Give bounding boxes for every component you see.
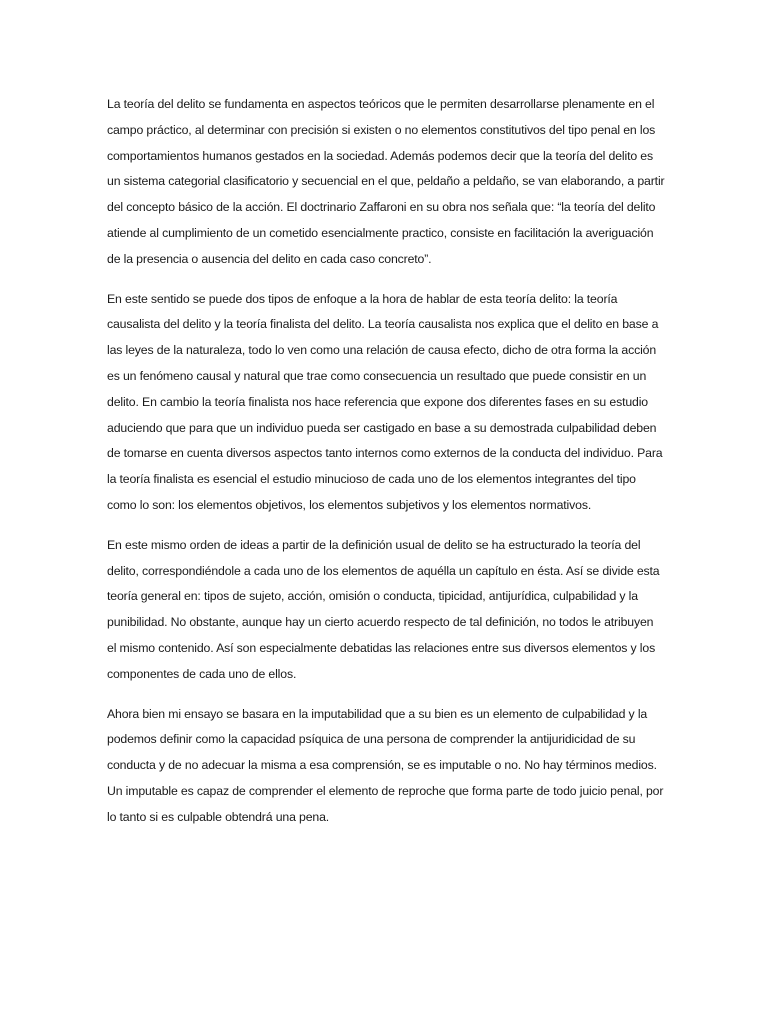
- document-body: [107, 92, 665, 845]
- paragraph-2: En este sentido se puede dos tipos de enfoque a la hora de hablar de esta teoría delito: la teoría causalista del delito y la teoría finalista del delito. La teoría causalista nos explica que el delito en base a las leyes de la naturaleza, todo lo ven como una relación de causa efecto, dicho de otra forma la acción es un fenómeno causal y natural que trae como consecuencia un resultado que puede consistir en un delito. En cambio la teoría finalista nos hace referencia que expone dos diferentes fases en su estudio aduciendo que para que un individuo pueda ser castigado en base a su demostrada culpabilidad deben de tomarse en cuenta diversos aspectos tanto internos como externos de la conducta del individuo. Para la teoría finalista es esencial el estudio minucioso de cada uno de los elementos integrantes del tipo como lo son: los elementos objetivos, los elementos subjetivos y los elementos normativos.: [107, 291, 663, 512]
- paragraph-1: La teoría del delito se fundamenta en aspectos teóricos que le permiten desarrollarse plenamente en el campo práctico, al determinar con precisión si existen o no elementos constitutivos del tipo penal en los comportamientos humanos gestados en la sociedad. Además podemos decir que la teoría del delito es un sistema categorial clasificatorio y secuencial en el que, peldaño a peldaño, se van elaborando, a partir del concepto básico de la acción. El doctrinario Zaffaroni en su obra nos señala que: “la teoría del delito atiende al cumplimiento de un cometido esencialmente practico, consiste en facilitación la averiguación de la presencia o ausencia del delito en cada caso concreto”.: [107, 97, 665, 266]
- paragraph-4: Ahora bien mi ensayo se basara en la imputabilidad que a su bien es un elemento de culpabilidad y la podemos definir como la capacidad psíquica de una persona de comprender la antijuridicidad de su conducta y de no adecuar la misma a esa comprensión, se es imputable o no. No hay términos medios. Un imputable es capaz de comprender el elemento de reproche que forma parte de todo juicio penal, por lo tanto si es culpable obtendrá una pena.: [107, 706, 664, 824]
- paragraph-3: En este mismo orden de ideas a partir de la definición usual de delito se ha estructurado la teoría del delito, correspondiéndole a cada uno de los elementos de aquélla un capítulo en ésta. Así se divide esta teoría general en: tipos de sujeto, acción, omisión o conducta, tipicidad, antijurídica, culpabilidad y la punibilidad. No obstante, aunque hay un cierto acuerdo respecto de tal definición, no todos le atribuyen el mismo contenido. Así son especialmente debatidas las relaciones entre sus diversos elementos y los componentes de cada uno de ellos.: [107, 537, 660, 681]
